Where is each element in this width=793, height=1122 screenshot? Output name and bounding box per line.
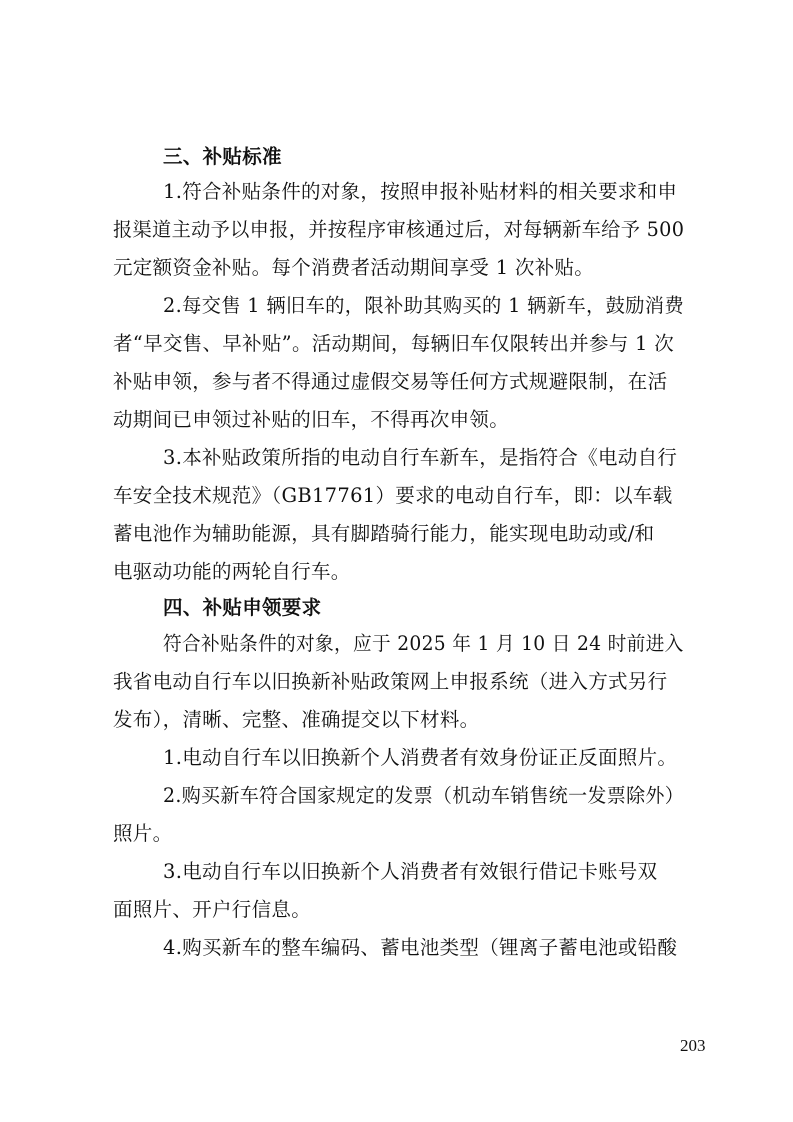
paragraph-line: 3.本补贴政策所指的电动自行车新车，是指符合《电动自行 (163, 446, 678, 469)
paragraph-line: 动期间已申领过补贴的旧车，不得再次申领。 (113, 408, 510, 431)
paragraph-line: 符合补贴条件的对象，应于 2025 年 1 月 10 日 24 时前进入 (163, 632, 684, 655)
paragraph-line: 2.每交售 1 辆旧车的，限补助其购买的 1 辆新车，鼓励消费 (163, 294, 685, 317)
list-item-continuation: 照片。 (113, 822, 173, 845)
paragraph-line: 补贴申领，参与者不得通过虚假交易等任何方式规避限制，在活 (113, 370, 668, 393)
list-item: 1.电动自行车以旧换新个人消费者有效身份证正反面照片。 (163, 746, 678, 769)
paragraph-line: 我省电动自行车以旧换新补贴政策网上申报系统（进入方式另行 (113, 670, 668, 693)
paragraph-line: 电驱动功能的两轮自行车。 (113, 560, 351, 583)
paragraph-line: 发布），清晰、完整、准确提交以下材料。 (113, 708, 480, 731)
paragraph-line: 车安全技术规范》（GB17761）要求的电动自行车，即：以车载 (113, 484, 673, 507)
list-item: 2.购买新车符合国家规定的发票（机动车销售统一发票除外） (163, 784, 685, 807)
paragraph-line: 者“早交售、早补贴”。活动期间，每辆旧车仅限转出并参与 1 次 (113, 332, 675, 355)
paragraph-line: 1.符合补贴条件的对象，按照申报补贴材料的相关要求和申 (163, 180, 678, 203)
section-heading-subsidy-standard: 三、补贴标准 (163, 145, 282, 168)
paragraph-line: 元定额资金补贴。每个消费者活动期间享受 1 次补贴。 (113, 256, 595, 279)
section-heading-application-requirements: 四、补贴申领要求 (163, 596, 322, 619)
list-item: 3.电动自行车以旧换新个人消费者有效银行借记卡账号双 (163, 860, 658, 883)
list-item: 4.购买新车的整车编码、蓄电池类型（锂离子蓄电池或铅酸 (163, 936, 678, 959)
list-item-continuation: 面照片、开户行信息。 (113, 898, 312, 921)
paragraph-line: 蓄电池作为辅助能源，具有脚踏骑行能力，能实现电助动或/和 (113, 522, 655, 545)
page-number: 203 (680, 1036, 706, 1055)
paragraph-line: 报渠道主动予以申报，并按程序审核通过后，对每辆新车给予 500 (113, 218, 685, 241)
